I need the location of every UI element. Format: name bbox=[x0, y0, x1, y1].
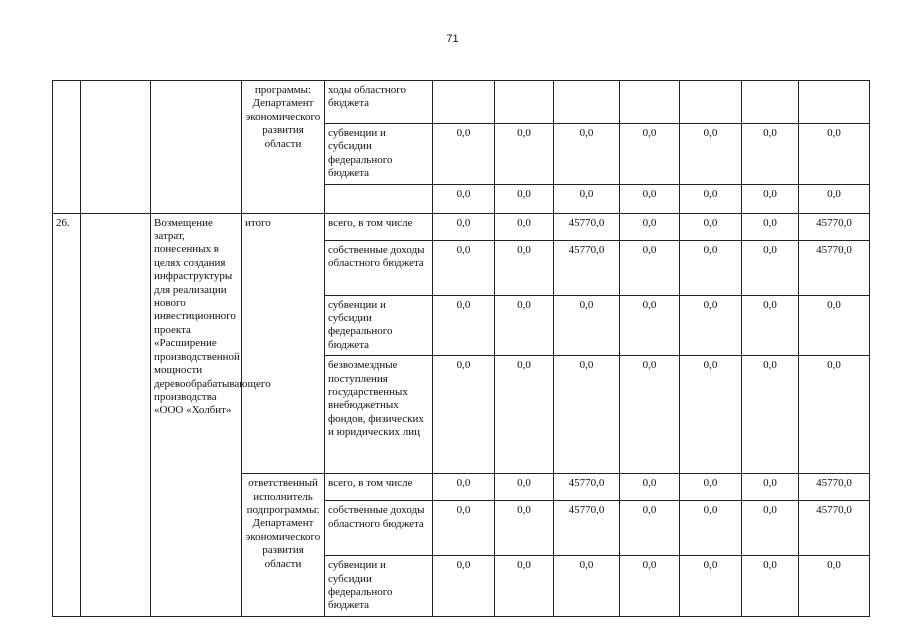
row-number-cell-prev bbox=[53, 81, 81, 214]
source-cell: собственные доходы областного бюджета bbox=[325, 501, 433, 556]
value-cell: 0,0 bbox=[742, 295, 799, 356]
source-cell: субвенции и субсидии федерального бюджета bbox=[325, 295, 433, 356]
value-cell: 0,0 bbox=[554, 295, 620, 356]
value-cell: 0,0 bbox=[433, 124, 495, 185]
table-row bbox=[53, 213, 870, 240]
source-cell: безвозмездные поступления государственных внебюджетных фондов, физических и юридических лиц bbox=[325, 356, 433, 474]
value-cell: 0,0 bbox=[620, 240, 680, 295]
source-cell: собственные доходы областного бюджета bbox=[325, 240, 433, 295]
value-cell: 0,0 bbox=[495, 184, 554, 213]
value-cell: 45770,0 bbox=[799, 240, 870, 295]
value-cell: 0,0 bbox=[554, 356, 620, 474]
value-cell: 0,0 bbox=[799, 556, 870, 617]
value-cell: 0,0 bbox=[495, 213, 554, 240]
executor-total-cell: итого bbox=[242, 213, 325, 474]
row-number-cell: 26. bbox=[53, 213, 81, 616]
source-cell: всего, в том числе bbox=[325, 213, 433, 240]
value-cell: 0,0 bbox=[495, 356, 554, 474]
value-cell: 45770,0 bbox=[554, 474, 620, 501]
value-cell: 45770,0 bbox=[799, 501, 870, 556]
value-cell: 0,0 bbox=[799, 124, 870, 185]
value-cell: 0,0 bbox=[554, 556, 620, 617]
measure-name-cell-prev bbox=[151, 81, 242, 214]
budget-table bbox=[52, 80, 870, 617]
value-cell: 45770,0 bbox=[554, 501, 620, 556]
value-cell bbox=[680, 81, 742, 124]
value-cell: 0,0 bbox=[742, 474, 799, 501]
executor-cell: программы: Департамент экономического развития области bbox=[242, 81, 325, 214]
value-cell: 0,0 bbox=[742, 240, 799, 295]
value-cell bbox=[495, 81, 554, 124]
value-cell: 0,0 bbox=[620, 295, 680, 356]
value-cell: 0,0 bbox=[620, 124, 680, 185]
value-cell: 0,0 bbox=[495, 240, 554, 295]
value-cell: 0,0 bbox=[742, 501, 799, 556]
value-cell: 0,0 bbox=[680, 124, 742, 185]
value-cell bbox=[620, 81, 680, 124]
value-cell: 0,0 bbox=[742, 124, 799, 185]
value-cell: 0,0 bbox=[495, 501, 554, 556]
value-cell: 0,0 bbox=[620, 501, 680, 556]
value-cell: 0,0 bbox=[495, 295, 554, 356]
table-row bbox=[53, 81, 870, 124]
value-cell: 0,0 bbox=[742, 184, 799, 213]
value-cell bbox=[433, 81, 495, 124]
value-cell: 0,0 bbox=[495, 474, 554, 501]
value-cell: 0,0 bbox=[799, 295, 870, 356]
executor-responsible-cell: ответственный исполнитель подпрограммы: Департамент экономического развития области bbox=[242, 474, 325, 617]
value-cell: 0,0 bbox=[554, 184, 620, 213]
source-cell: субвенции и субсидии федерального бюджета bbox=[325, 124, 433, 185]
value-cell: 45770,0 bbox=[554, 213, 620, 240]
value-cell bbox=[799, 81, 870, 124]
executor-cell-prev bbox=[81, 81, 151, 214]
value-cell: 0,0 bbox=[433, 295, 495, 356]
value-cell: 0,0 bbox=[680, 356, 742, 474]
value-cell: 0,0 bbox=[433, 501, 495, 556]
value-cell: 0,0 bbox=[620, 556, 680, 617]
value-cell: 45770,0 bbox=[554, 240, 620, 295]
value-cell: 45770,0 bbox=[799, 213, 870, 240]
value-cell: 0,0 bbox=[680, 240, 742, 295]
value-cell bbox=[742, 81, 799, 124]
value-cell: 0,0 bbox=[742, 356, 799, 474]
value-cell: 0,0 bbox=[433, 213, 495, 240]
value-cell: 0,0 bbox=[433, 474, 495, 501]
value-cell: 0,0 bbox=[620, 184, 680, 213]
value-cell: 0,0 bbox=[554, 124, 620, 185]
value-cell: 0,0 bbox=[495, 124, 554, 185]
source-cell: всего, в том числе bbox=[325, 474, 433, 501]
source-cell: ходы областного бюджета bbox=[325, 81, 433, 124]
value-cell: 0,0 bbox=[433, 184, 495, 213]
value-cell: 0,0 bbox=[620, 213, 680, 240]
source-cell: субвенции и субсидии федерального бюджета bbox=[325, 556, 433, 617]
value-cell: 0,0 bbox=[799, 184, 870, 213]
value-cell: 0,0 bbox=[680, 474, 742, 501]
value-cell: 0,0 bbox=[799, 356, 870, 474]
value-cell: 0,0 bbox=[680, 213, 742, 240]
value-cell: 0,0 bbox=[680, 556, 742, 617]
value-cell: 0,0 bbox=[433, 240, 495, 295]
value-cell: 0,0 bbox=[742, 556, 799, 617]
value-cell: 0,0 bbox=[680, 501, 742, 556]
value-cell: 0,0 bbox=[742, 213, 799, 240]
value-cell: 0,0 bbox=[433, 356, 495, 474]
value-cell: 45770,0 bbox=[799, 474, 870, 501]
executor-cell-empty bbox=[81, 213, 151, 616]
measure-name-cell: Возмещение затрат, понесенных в целях создания инфраструктуры для реализации нового инвестиционного проекта «Расширение производственной мощности деревообрабатывающего производства «ООО «Холбит» bbox=[151, 213, 242, 616]
source-cell-empty bbox=[325, 184, 433, 213]
value-cell bbox=[554, 81, 620, 124]
value-cell: 0,0 bbox=[620, 356, 680, 474]
value-cell: 0,0 bbox=[680, 184, 742, 213]
value-cell: 0,0 bbox=[495, 556, 554, 617]
value-cell: 0,0 bbox=[433, 556, 495, 617]
value-cell: 0,0 bbox=[620, 474, 680, 501]
value-cell: 0,0 bbox=[680, 295, 742, 356]
page-number: 71 bbox=[446, 33, 459, 45]
